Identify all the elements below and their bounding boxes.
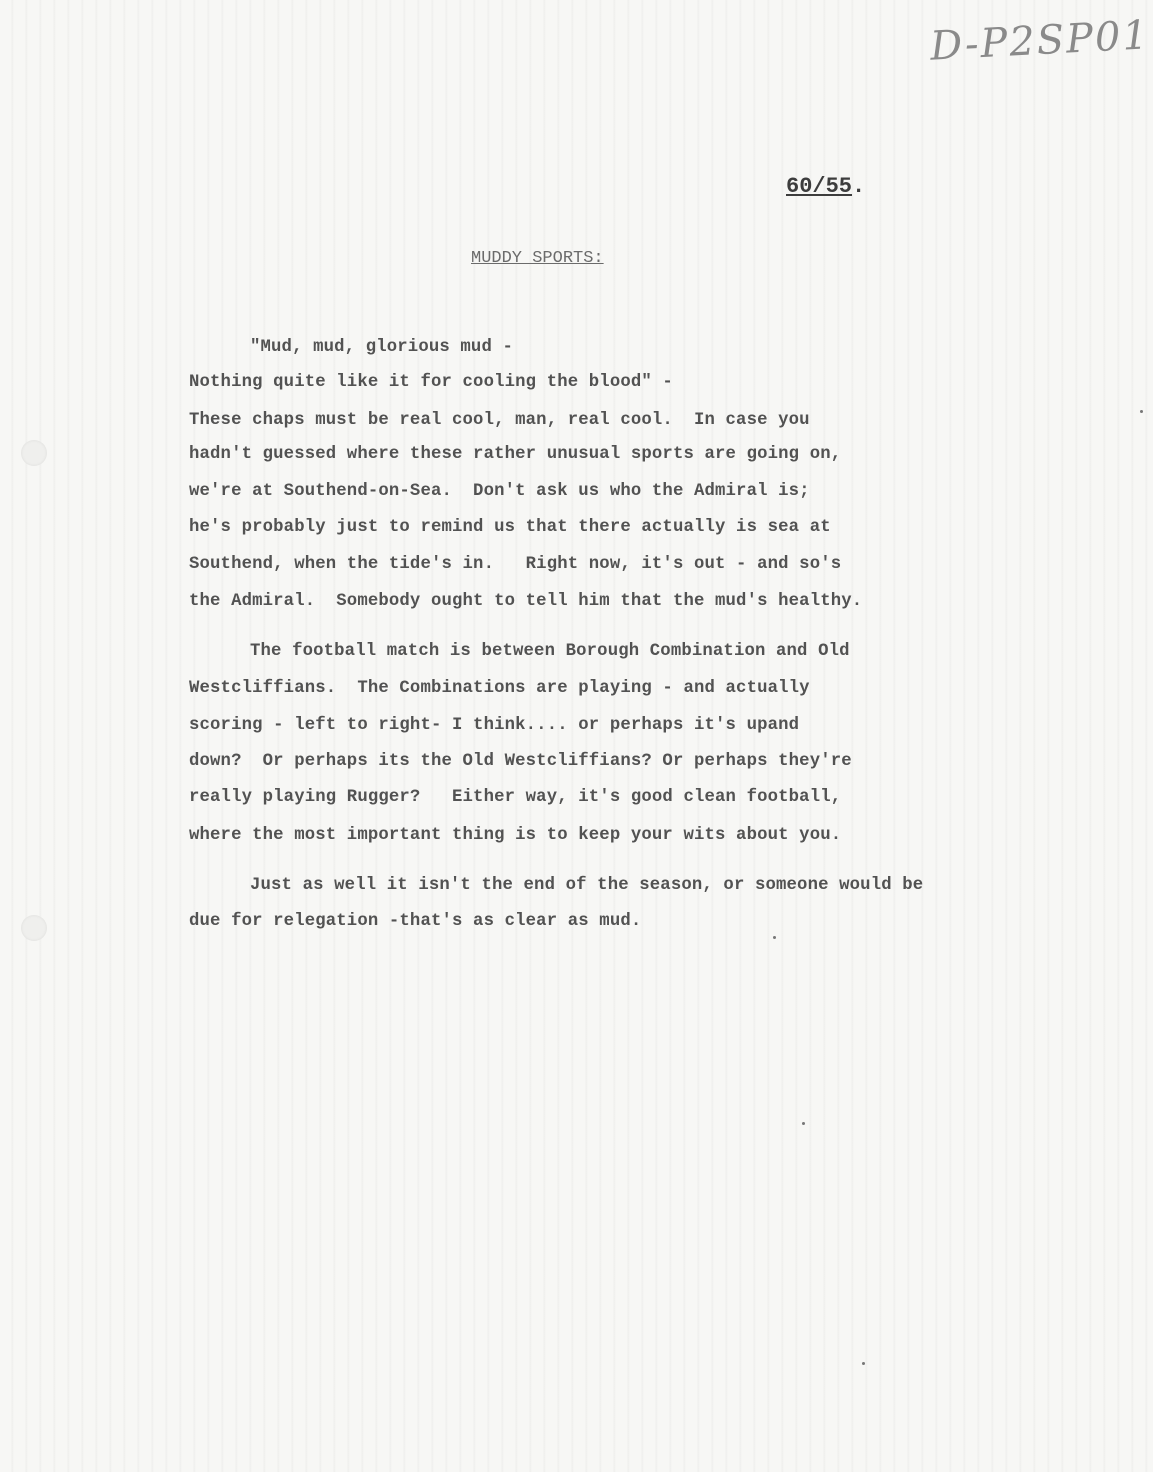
text-line: we're at Southend-on-Sea. Don't ask us who the Admiral is; [189,482,810,501]
text-line: down? Or perhaps its the Old Westcliffians? Or perhaps they're [189,752,852,771]
page-number [786,174,865,199]
text-line: where the most important thing is to keep your wits about you. [189,826,842,845]
page-number-value: 60/55 [786,174,853,199]
paper-speck [1140,410,1143,413]
punch-hole [21,440,47,466]
text-line: due for relegation -that's as clear as mud. [189,912,642,931]
text-line: Nothing quite like it for cooling the blood" - [189,373,673,392]
text-line: hadn't guessed where these rather unusual sports are going on, [189,445,842,464]
page-number-suffix: . [852,174,866,199]
punch-hole [21,915,47,941]
paper-speck [773,936,776,939]
text-line: Southend, when the tide's in. Right now, it's out - and so's [189,555,842,574]
reference-code: D-P2SP01 [928,12,1151,70]
paper-speck [802,1122,805,1125]
document-title: MUDDY SPORTS: [471,249,604,268]
text-line: The football match is between Borough Combination and Old [250,642,850,661]
text-line: really playing Rugger? Either way, it's good clean football, [189,788,842,807]
text-line: "Mud, mud, glorious mud - [250,338,514,357]
text-line: he's probably just to remind us that there actually is sea at [189,518,831,537]
text-line: the Admiral. Somebody ought to tell him that the mud's healthy. [189,592,863,611]
paper-speck [862,1362,865,1365]
text-line: Just as well it isn't the end of the season, or someone would be [250,876,924,895]
text-line: scoring - left to right- I think.... or perhaps it's upand [189,716,800,735]
text-line: Westcliffians. The Combinations are playing - and actually [189,679,810,698]
text-line: These chaps must be real cool, man, real cool. In case you [189,411,810,430]
